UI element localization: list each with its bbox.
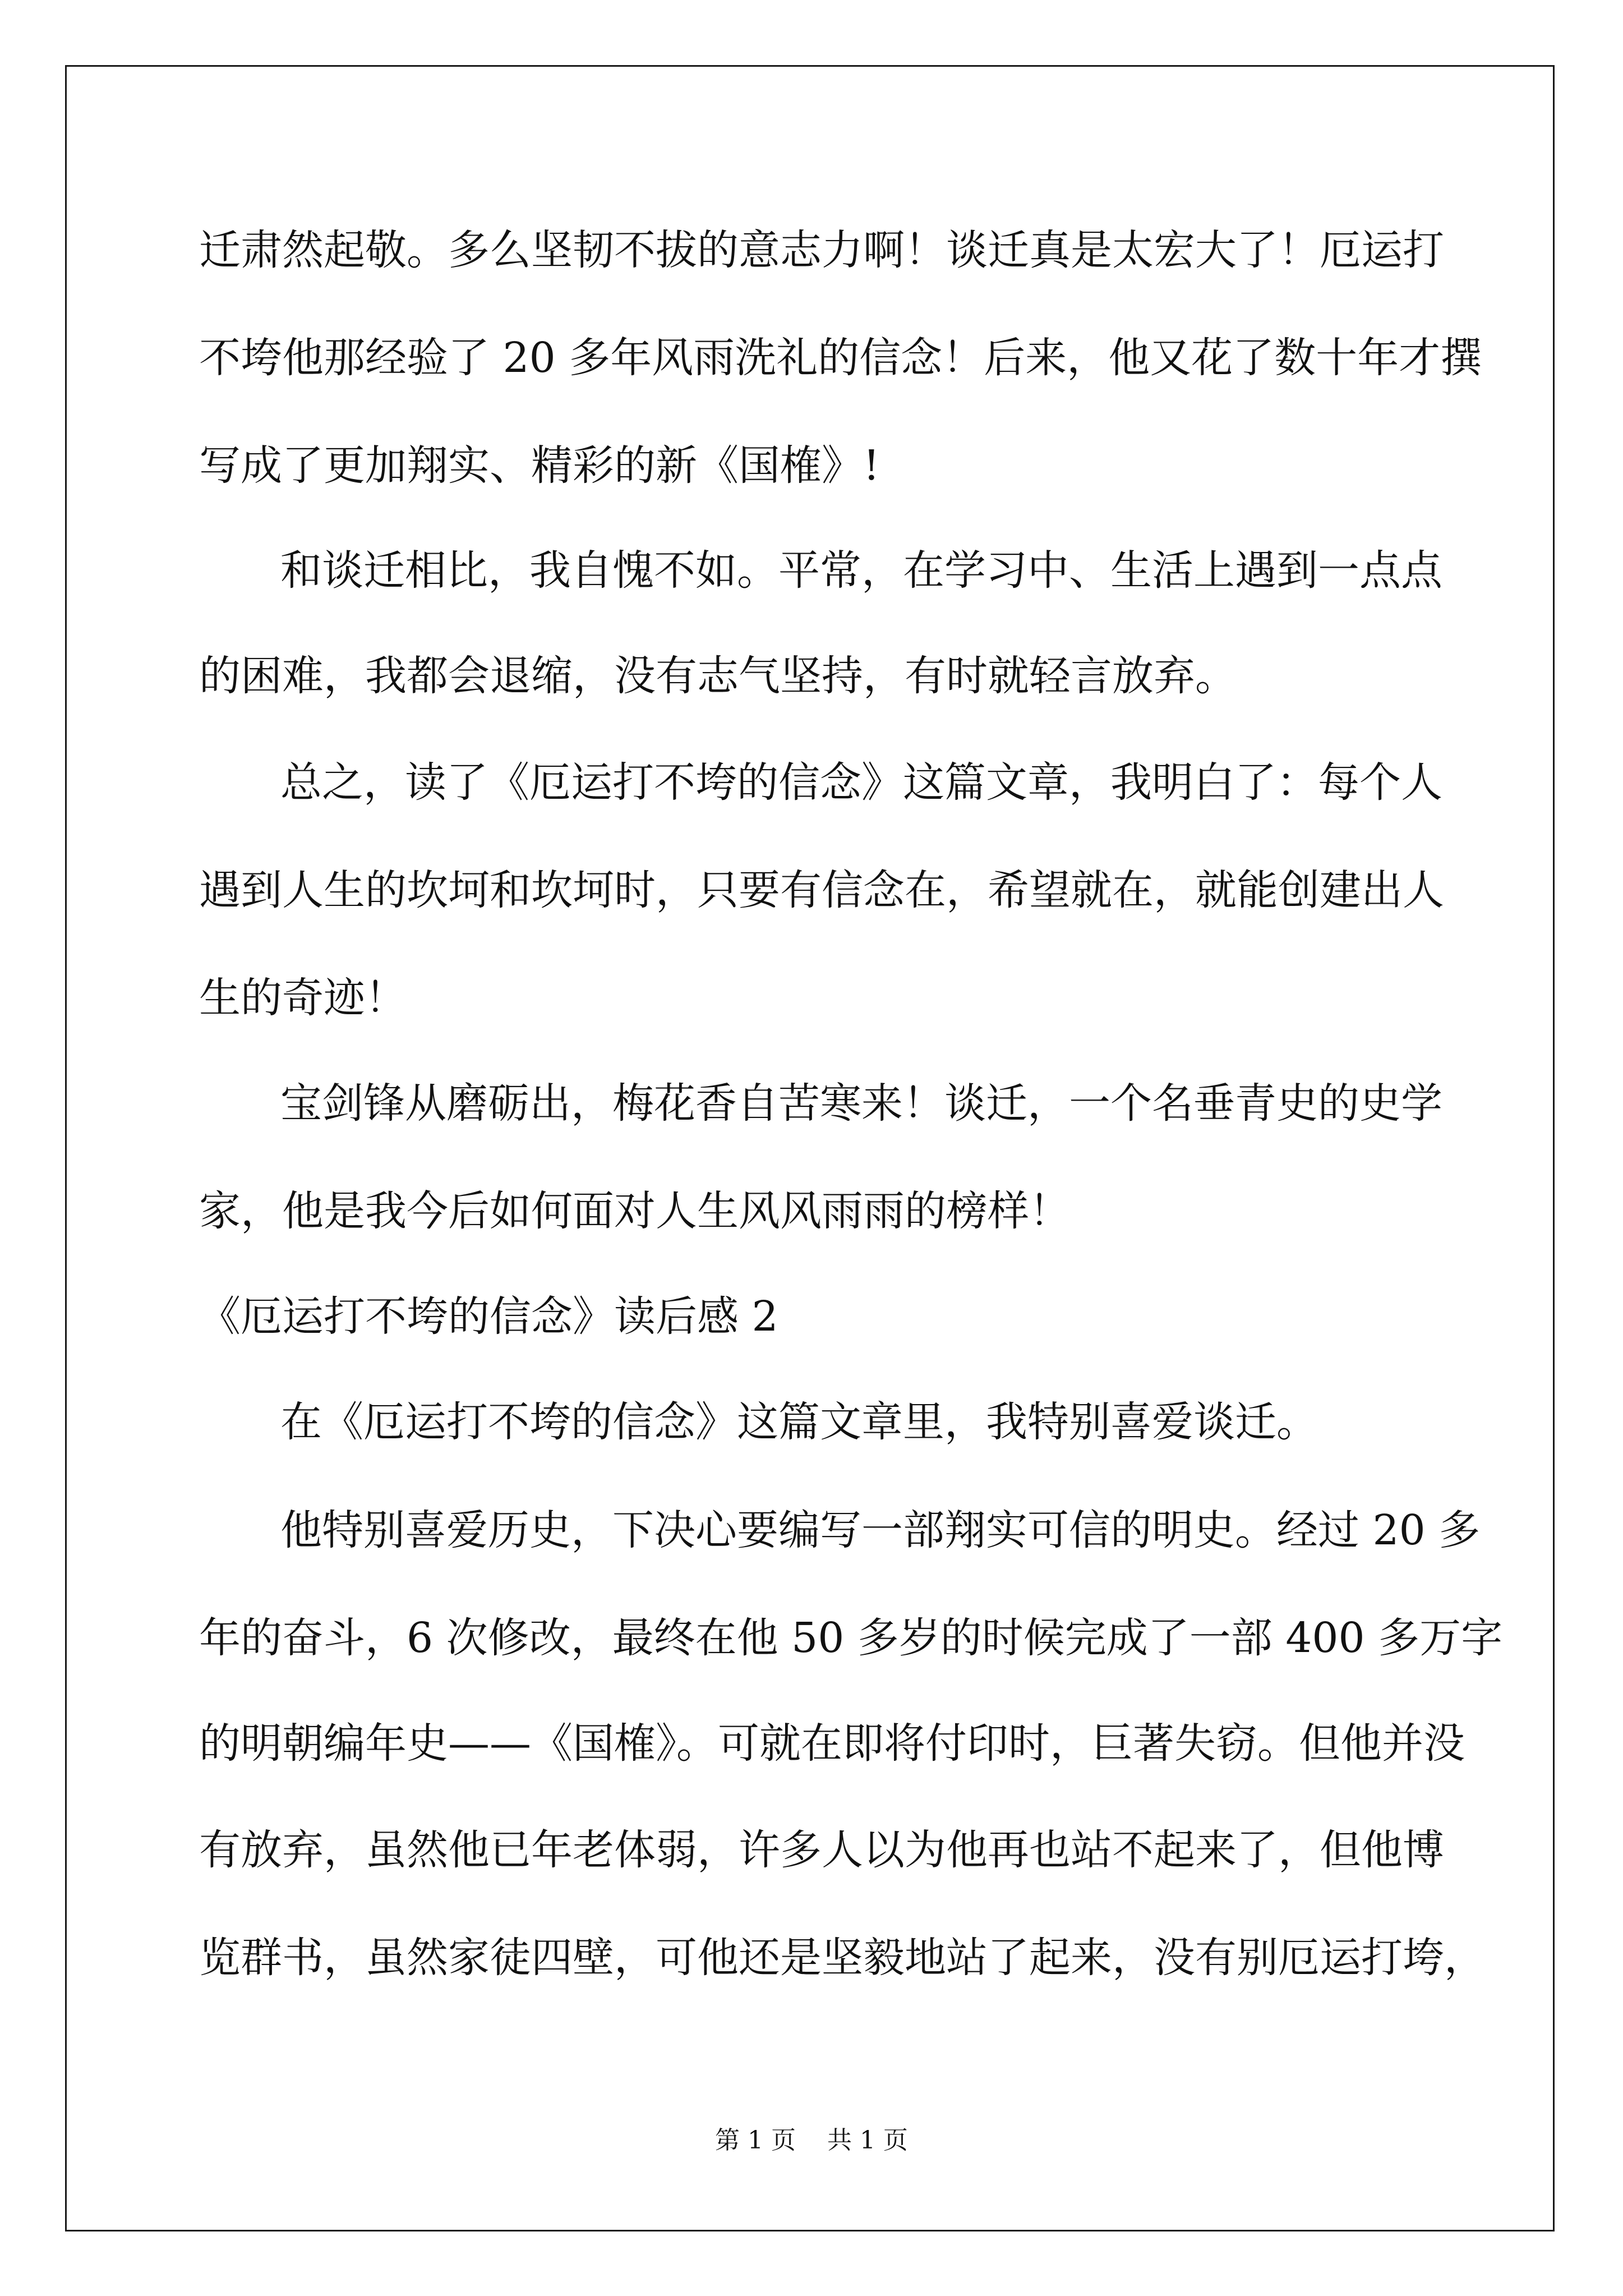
text-line: 写成了更加翔实、精彩的新《国榷》!	[199, 441, 880, 490]
text-line: 宝剑锋从磨砺出，梅花香自苦寒来！谈迁，一个名垂青史的史学	[280, 1079, 1442, 1128]
text-line: 不垮他那经验了 20 多年风雨洗礼的信念！后来，他又花了数十年才撰	[199, 334, 1482, 382]
text-line: 的困难，我都会退缩，没有志气坚持，有时就轻言放弃。	[199, 652, 1237, 700]
text-line: 在《厄运打不垮的信念》这篇文章里，我特别喜爱谈迁。	[280, 1398, 1318, 1446]
page-border	[65, 65, 1555, 2231]
text-line: 迁肃然起敬。多么坚韧不拔的意志力啊！谈迁真是太宏大了！厄运打	[199, 226, 1444, 274]
text-line: 家，他是我今后如何面对人生风风雨雨的榜样！	[199, 1187, 1071, 1235]
text-line: 览群书，虽然家徒四壁，可他还是坚毅地站了起来，没有别厄运打垮，	[199, 1934, 1486, 1982]
section-heading: 《厄运打不垮的信念》读后感 2	[199, 1292, 778, 1341]
page-footer: 第 1 页 共 1 页	[715, 2126, 908, 2155]
text-line: 有放弃，虽然他已年老体弱，许多人以为他再也站不起来了，但他博	[199, 1826, 1444, 1874]
text-line: 年的奋斗，6 次修改，最终在他 50 多岁的时候完成了一部 400 多万字	[199, 1614, 1503, 1662]
text-line: 和谈迁相比，我自愧不如。平常，在学习中、生活上遇到一点点	[280, 546, 1442, 595]
text-line: 生的奇迹！	[199, 974, 407, 1022]
text-line: 他特别喜爱历史，下决心要编写一部翔实可信的明史。经过 20 多	[280, 1506, 1481, 1554]
text-line: 总之，读了《厄运打不垮的信念》这篇文章，我明白了：每个人	[280, 758, 1442, 807]
text-line: 遇到人生的坎坷和坎坷时，只要有信念在，希望就在，就能创建出人	[199, 866, 1444, 914]
text-line: 的明朝编年史——《国榷》。可就在即将付印时，巨著失窃。但他并没	[199, 1719, 1465, 1768]
